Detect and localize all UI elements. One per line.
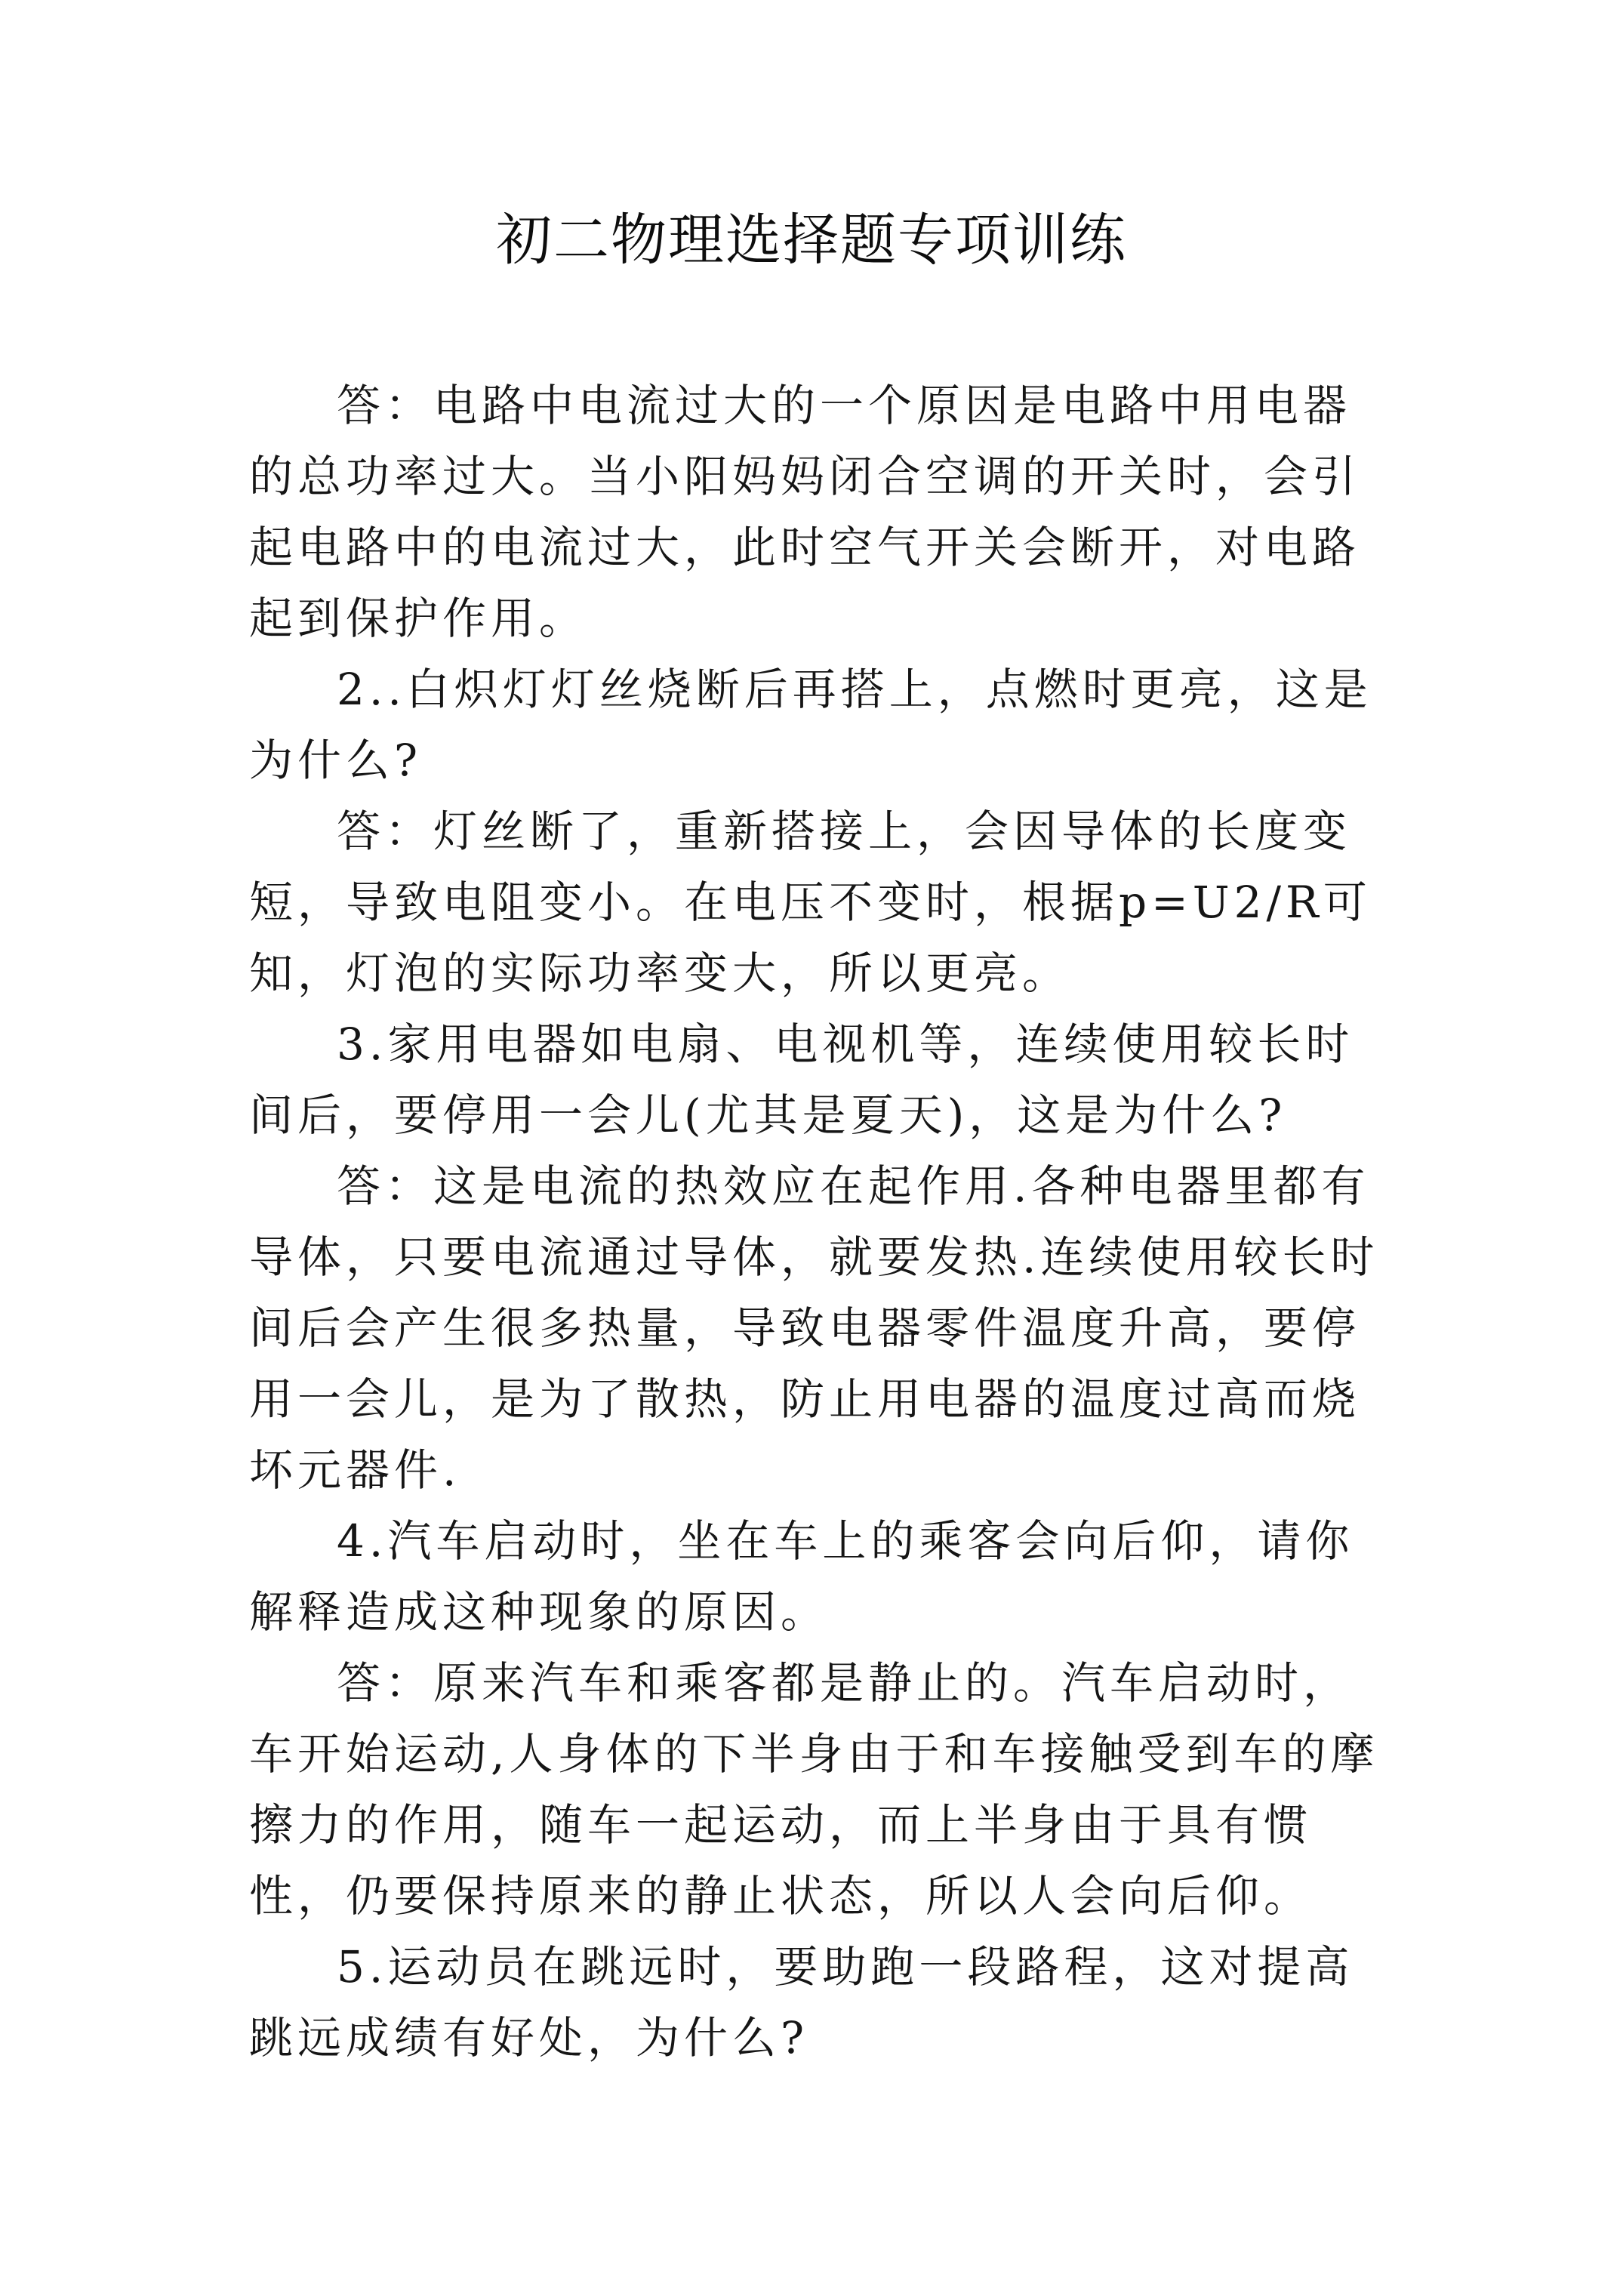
question-paragraph-3: 3.家用电器如电扇、电视机等，连续使用较长时间后，要停用一会儿(尤其是夏天)，这是为什么? [249,1019,1354,1141]
document-body [249,370,1381,2073]
question-paragraph-4: 4.汽车启动时，坐在车上的乘客会向后仰，请你解释造成这种现象的原因。 [249,1515,1354,1638]
question-paragraph-2: 2..白炽灯灯丝烧断后再搭上，点燃时更亮，这是为什么? [249,664,1372,786]
answer-paragraph-4: 答：原来汽车和乘客都是静止的。汽车启动时，车开始运动,人身体的下半身由于和车接触受到车的摩擦力的作用，随车一起运动，而上半身由于具有惯性，仍要保持原来的静止状态，所以人会向后仰。 [249,1657,1379,1922]
question-paragraph-5: 5.运动员在跳远时，要助跑一段路程，这对提高跳远成绩有好处，为什么? [249,1941,1354,2063]
document-title: 初二物理选择题专项训练 [496,208,1127,273]
answer-paragraph-3: 答：这是电流的热效应在起作用.各种电器里都有导体，只要电流通过导体，就要发热.连续使用较长时间后会产生很多热量，导致电器零件温度升高，要停用一会儿，是为了散热，防止用电器的温度过高而烧坏元器件. [249,1160,1379,1496]
answer-paragraph-1: 答：电路中电流过大的一个原因是电路中用电器的总功率过大。当小阳妈妈闭合空调的开关时，会引起电路中的电流过大，此时空气开关会断开，对电路起到保护作用。 [249,380,1361,644]
answer-paragraph-2: 答：灯丝断了，重新搭接上，会因导体的长度变短，导致电阻变小。在电压不变时，根据p=U2/R可知，灯泡的实际功率变大，所以更亮。 [249,806,1372,999]
